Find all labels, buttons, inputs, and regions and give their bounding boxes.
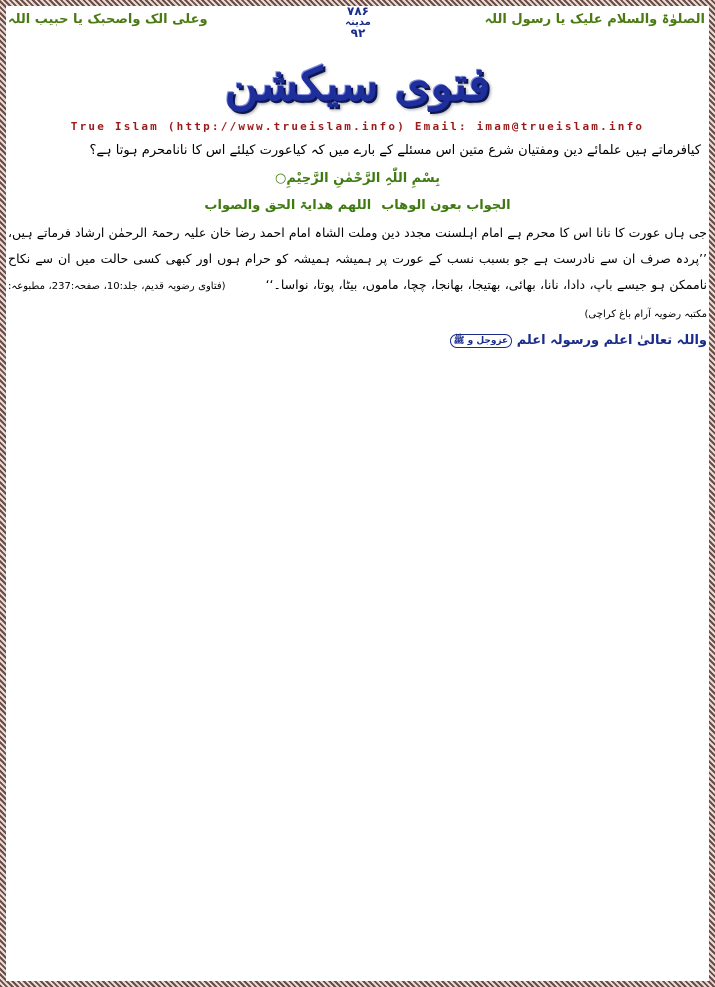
site-contact-line: True Islam (http://www.trueislam.info) Email: imam@trueislam.info <box>70 120 645 133</box>
bismillah-code-word: مدینہ <box>345 17 371 28</box>
bismillah-code <box>333 6 383 39</box>
answer-heading-part-2: اللھم ھدایۃ الحق والصواب <box>204 198 372 213</box>
answer-body <box>6 220 709 328</box>
salawat-right-text: الصلوٰۃ والسلام علیک یا رسول اللہ <box>484 12 705 27</box>
basmala-heading: بِسْمِ اللّٰہِ الرَّحْمٰنِ الرَّحِیْمِ○ <box>275 171 440 186</box>
title-banner <box>6 52 709 118</box>
answer-heading-part-1: الجواب بعون الوھاب <box>381 198 511 213</box>
salawat-left-text: وعلی الک واصحبک یا حبیب اللہ <box>8 12 208 27</box>
header-bar <box>6 6 709 52</box>
bismillah-code-number-2: ۹۲ <box>350 26 366 40</box>
closing-line <box>6 330 709 352</box>
answer-text: جی ہاں عورت کا نانا اس کا محرم ہے امام اہلسنت مجدد دین وملت الشاہ امام احمد رضا خان علیہ رحمۃ الرحمٰن ارشاد فرماتے ہیں، ’’پردہ صرف ان سے نادرست ہے جو بسبب نسب کے عورت پر ہمیشہ ہمیشہ کو حرام ہوں اور کبھی کسی حالت میں ان سے نکاح ناممکن ہو جیسے باپ، دادا، نانا، بھائی، بھتیجا، بھانجا، چچا، ماموں، بیٹا، پوتا، نواسا۔‘‘ <box>8 225 707 292</box>
fatwa-page <box>6 6 709 981</box>
honorific-seal: عزوجل و ﷺ <box>450 334 513 348</box>
answer-heading <box>6 192 709 220</box>
page-title: فتوی سیکشن <box>224 57 491 111</box>
question-text: کیافرماتے ہیں علمائے دین ومفتیان شرع متین اس مسئلے کے بارے میں کہ کیاعورت کیلئے اس کا نانامحرم ہوتا ہے؟ <box>89 143 701 158</box>
closing-text: واللہ تعالیٰ اعلم ورسولہ اعلم <box>516 333 707 348</box>
answer-reference: (فتاوی رضویہ قدیم، جلد:10، صفحہ:237، مطبوعہ: مکتبہ رضویہ آرام باغ کراچی) <box>8 281 707 320</box>
bismillah-code-number: ۷۸۶ <box>347 6 369 18</box>
